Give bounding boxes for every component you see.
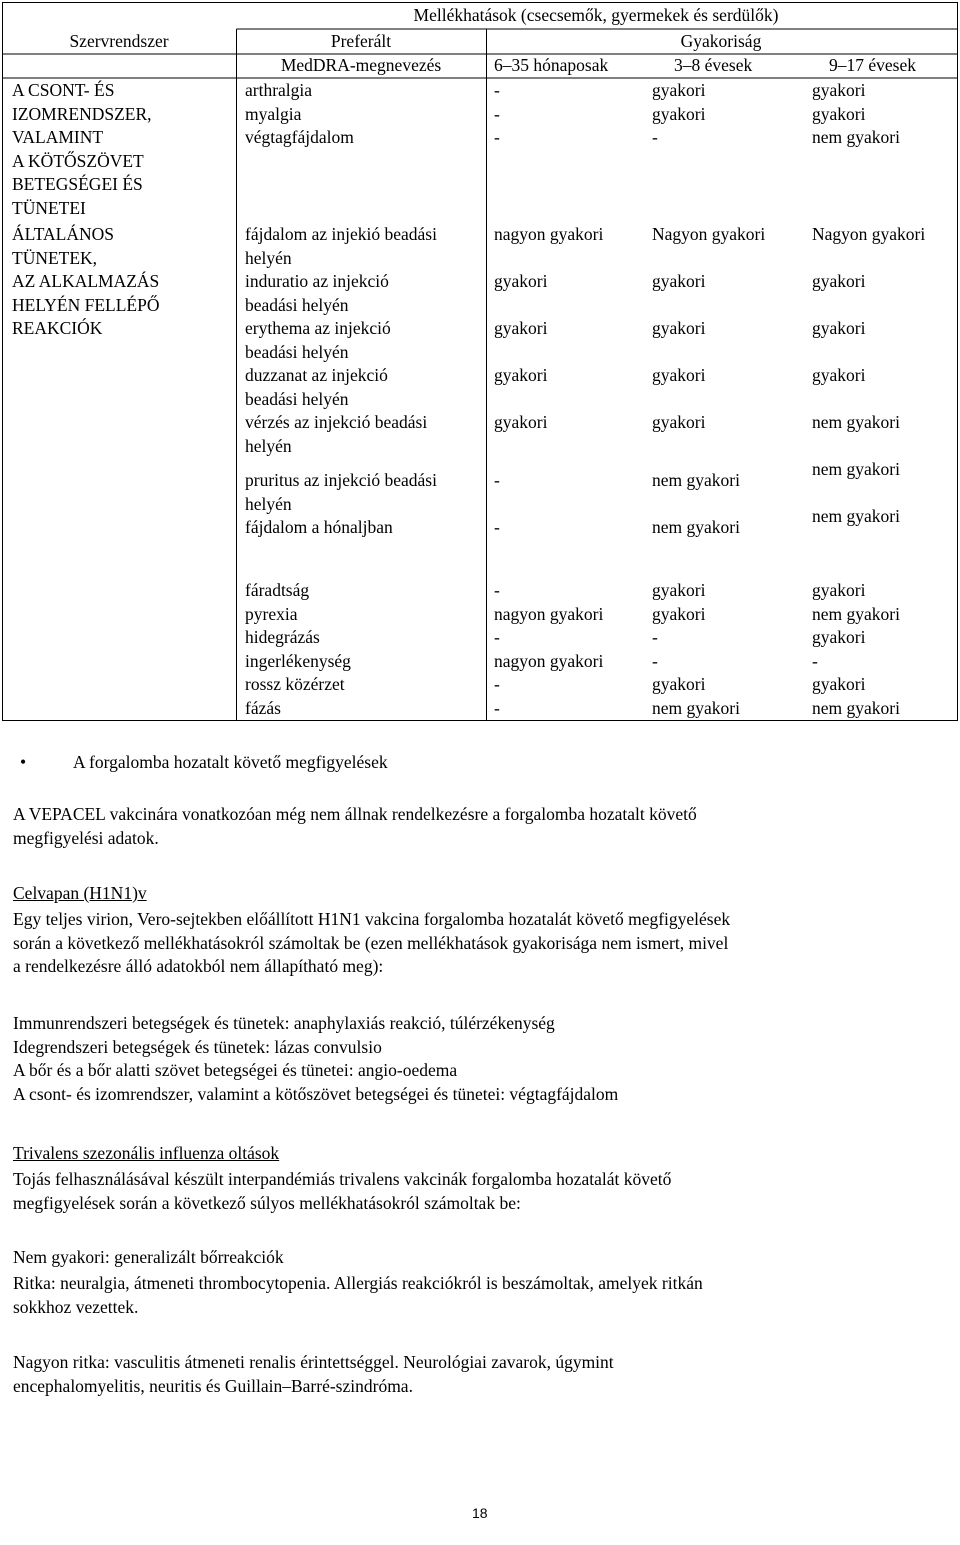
terms-general-disorders: fájdalom az injekió beadási helyén induratio az injekció beadási helyén erythema az injekció beadási helyén duzzanat az injekció beadási helyén vérzés az injekció beadási helyén pruritus az injekció beadási helyén fájdalom a hónaljban [245,224,437,537]
header-frequency: Gyakoriság [680,31,762,51]
organ-general-disorders: ÁLTALÁNOS TÜNETEK, AZ ALKALMAZÁS HELYÉN FELLÉPŐ REAKCIÓK [12,224,160,338]
header-organ-system: Szervrendszer [69,31,169,51]
header-age-9-17y: 9–17 évesek [829,55,916,75]
trivalent-heading: Trivalens szezonális influenza oltások [13,1143,280,1163]
freq-musculoskeletal-age2: gyakori gyakori - [652,80,706,147]
terms-musculoskeletal: arthralgia myalgia végtagfájdalom [245,80,354,147]
header-age-3-8y: 3–8 évesek [674,55,753,75]
freq-systemic-age3: gyakori nem gyakori gyakori - gyakori nem gyakori [812,580,900,718]
rare-paragraph: Ritka: neuralgia, átmeneti thrombocytopenia. Allergiás reakciókról is beszámoltak, amelyek ritkán sokkhoz vezettek. [13,1273,703,1317]
very-rare-paragraph: Nagyon ritka: vasculitis átmeneti renalis érintettséggel. Neurológiai zavarok, úgymint encephalomyelitis, neuritis és Guillain–Barré-szindróma. [13,1352,614,1396]
header-preferred-term-1: Preferált [330,31,392,51]
terms-systemic: fáradtság pyrexia hidegrázás ingerlékenység rossz közérzet fázás [245,580,351,718]
header-age-6-35m: 6–35 hónaposak [494,55,609,75]
postmarketing-paragraph: A VEPACEL vakcinára vonatkozóan még nem állnak rendelkezésre a forgalomba hozatalt követő megfigyelési adatok. [13,804,697,848]
freq-general-age3: Nagyon gyakori gyakori gyakori gyakori nem gyakori nem gyakori nem gyakori [812,224,926,526]
header-preferred-term-2: MedDRA-megnevezés [280,55,442,75]
freq-musculoskeletal-age3: gyakori gyakori nem gyakori [812,80,900,147]
trivalent-paragraph: Tojás felhasználásával készült interpandémiás trivalens vakcinák forgalomba hozatalát követő megfigyelések során a következő súlyos mellékhatásokról számoltak be: [13,1169,672,1213]
freq-general-age1: nagyon gyakori gyakori gyakori gyakori gyakori - - [494,224,604,537]
postmarketing-heading: A forgalomba hozatalt követő megfigyelések [73,752,388,772]
celvapan-paragraph: Egy teljes virion, Vero-sejtekben előállított H1N1 vakcina forgalomba hozatalát követő megfigyelések során a következő mellékhatásokról számoltak be (ezen mellékhatások gyakorisága nem ismert, mivel a rendelkezésre álló adatokból nem állapítható meg): [13,909,731,976]
freq-musculoskeletal-age1: - - - [494,80,500,147]
uncommon-line: Nem gyakori: generalizált bőrreakciók [13,1247,284,1267]
table-caption: Mellékhatások (csecsemők, gyermekek és serdülők) [413,5,779,25]
celvapan-heading: Celvapan (H1N1)v [13,883,147,903]
freq-systemic-age2: gyakori gyakori - - gyakori nem gyakori [652,580,740,718]
bullet-icon: • [20,752,27,772]
page-number: 18 [472,1505,488,1521]
freq-systemic-age1: - nagyon gyakori - nagyon gyakori - - [494,580,604,718]
freq-general-age2: Nagyon gyakori gyakori gyakori gyakori gyakori nem gyakori nem gyakori [652,224,766,537]
celvapan-list: Immunrendszeri betegségek és tünetek: anaphylaxiás reakció, túlérzékenység Idegrendszeri betegségek és tünetek: lázas convulsio A bőr és a bőr alatti szövet betegségei és tünetei: angio-oedema A csont- és izomrendszer, valamint a kötőszövet betegségei és tünetei: végtagfájdalom [13,1013,619,1104]
organ-musculoskeletal: A CSONT- ÉS IZOMRENDSZER, VALAMINT A KÖTŐSZÖVET BETEGSÉGEI ÉS TÜNETEI [12,80,152,218]
